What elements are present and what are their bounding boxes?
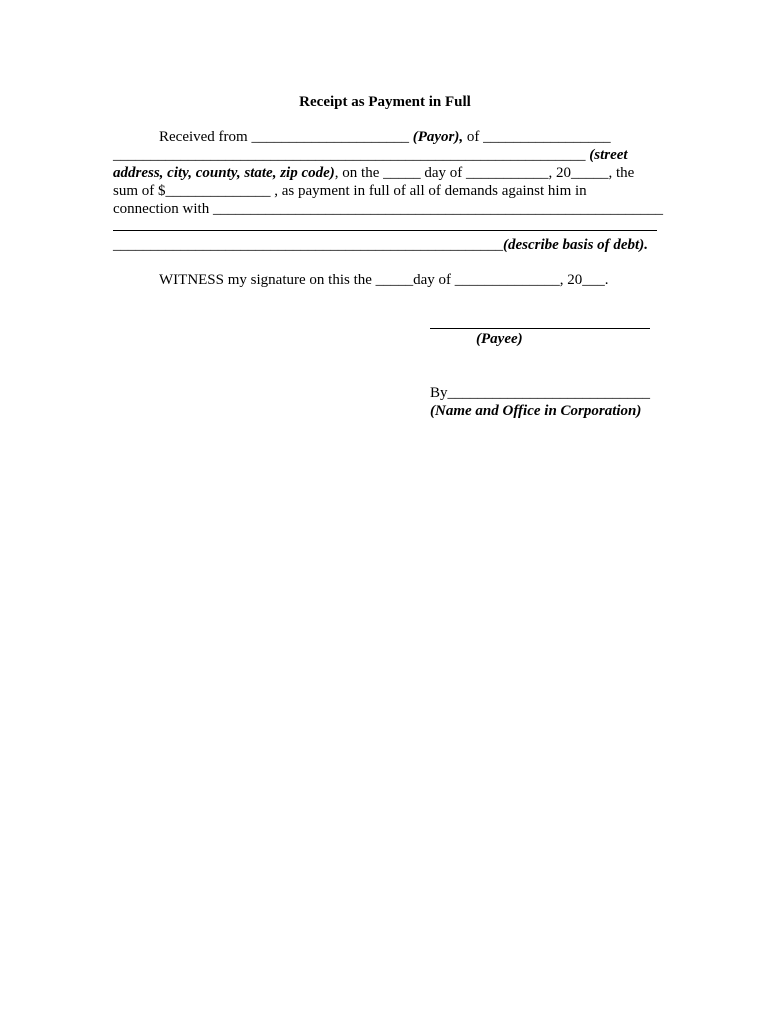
address-date-line [113,164,634,182]
witness-line: WITNESS my signature on this the _____day of ______________, 20___. [159,272,609,288]
sum-line: sum of $______________ , as payment in full of all of demands against him in [113,183,587,199]
received-from-text: Received from _____________________ [159,129,413,145]
address-blank: _______________________________________________________________ [113,147,590,163]
payee-label: (Payee) [476,331,523,347]
blank-rule [113,230,657,231]
debt-blank: ____________________________________________________ [113,237,503,253]
document-title: Receipt as Payment in Full [299,94,471,110]
describe-debt-label: (describe basis of debt). [503,237,648,253]
describe-debt-line [113,236,648,254]
of-address-blank: of _________________ [463,129,611,145]
name-office-label: (Name and Office in Corporation) [430,403,642,419]
address-label: address, city, county, state, zip code) [113,165,335,181]
street-label: (street [589,147,628,163]
payor-label: (Payor), [412,129,464,145]
connection-line: connection with ____________________________________________________________ [113,201,663,217]
payee-signature-line [430,328,650,329]
by-signature-line: By___________________________ [430,385,651,401]
received-from-line [159,128,611,146]
address-blank-line [113,146,628,164]
date-blanks: , on the _____ day of ___________, 20_____, the [334,165,635,181]
